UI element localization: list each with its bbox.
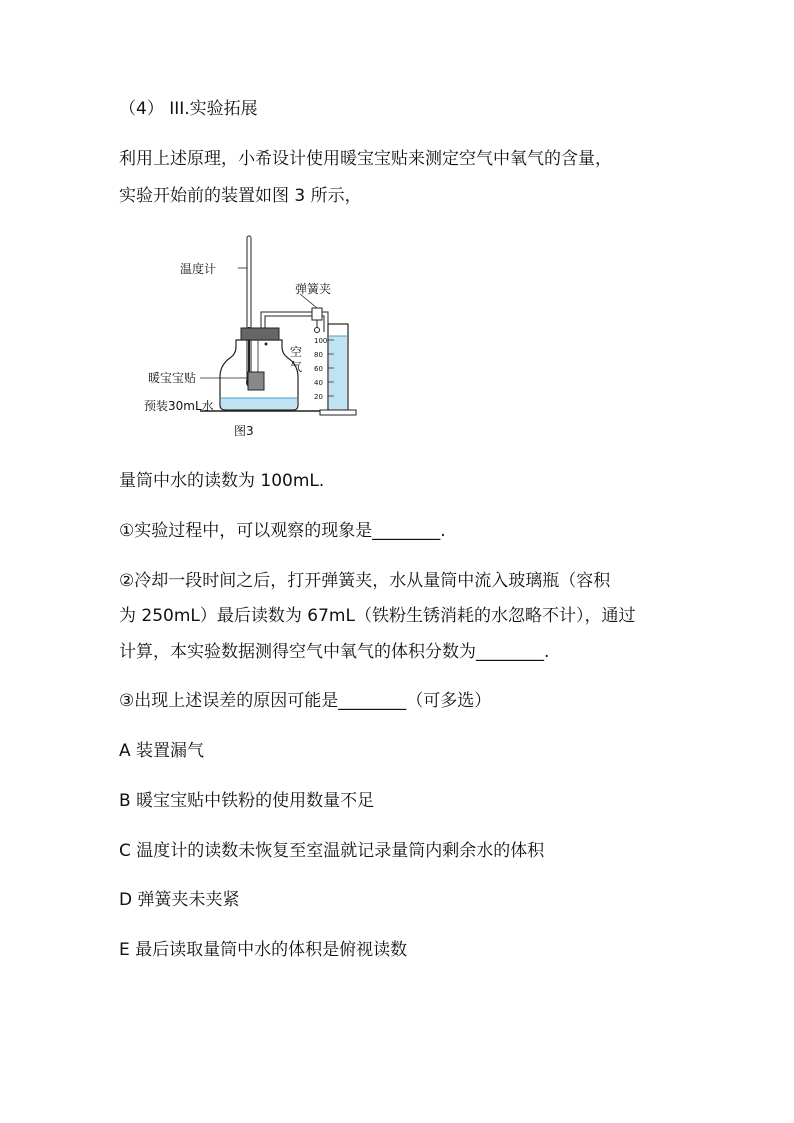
label-air-1: 空 bbox=[290, 345, 303, 359]
question-1: ①实验过程中，可以观察的现象是________. bbox=[119, 521, 446, 541]
question-2-line-2: 为 250mL）最后读数为 67mL（铁粉生锈消耗的水忽略不计），通过 bbox=[119, 606, 636, 626]
option-e: E 最后读取量筒中水的体积是俯视读数 bbox=[119, 940, 408, 960]
label-air-2: 气 bbox=[290, 360, 303, 374]
reading-text: 量筒中水的读数为 100mL. bbox=[119, 471, 325, 491]
heat-pack bbox=[248, 372, 264, 390]
label-heat-pack: 暖宝宝贴 bbox=[148, 371, 197, 385]
question-2-line-1: ②冷却一段时间之后，打开弹簧夹，水从量筒中流入玻璃瓶（容积 bbox=[119, 571, 611, 591]
cylinder-tick-label: 80 bbox=[314, 351, 323, 359]
apparatus-figure bbox=[140, 232, 380, 442]
label-spring-clip: 弹簧夹 bbox=[295, 282, 332, 296]
question-2-line-3: 计算，本实验数据测得空气中氧气的体积分数为________. bbox=[119, 642, 550, 662]
cylinder-tick-label: 60 bbox=[314, 365, 323, 373]
cylinder-tick-label: 20 bbox=[314, 393, 323, 401]
cylinder-tick-label: 100 bbox=[314, 337, 328, 345]
spring-clip-icon bbox=[312, 308, 322, 320]
label-prefilled-water: 预装30mL水 bbox=[144, 399, 214, 413]
label-thermometer: 温度计 bbox=[180, 262, 217, 276]
option-a: A 装置漏气 bbox=[119, 741, 205, 761]
section-heading: （4） III.实验拓展 bbox=[119, 99, 258, 119]
figure-caption: 图3 bbox=[234, 424, 254, 438]
option-d: D 弹簧夹未夹紧 bbox=[119, 890, 240, 910]
stopper bbox=[241, 328, 279, 340]
intro-line-1: 利用上述原理，小希设计使用暖宝宝贴来测定空气中氧气的含量， bbox=[119, 149, 612, 169]
option-c: C 温度计的读数未恢复至室温就记录量筒内剩余水的体积 bbox=[119, 841, 545, 861]
question-3: ③出现上述误差的原因可能是________（可多选） bbox=[119, 691, 492, 711]
intro-line-2: 实验开始前的装置如图 3 所示， bbox=[119, 186, 362, 206]
option-b: B 暖宝宝贴中铁粉的使用数量不足 bbox=[119, 791, 375, 811]
cylinder-tick-label: 40 bbox=[314, 379, 323, 387]
